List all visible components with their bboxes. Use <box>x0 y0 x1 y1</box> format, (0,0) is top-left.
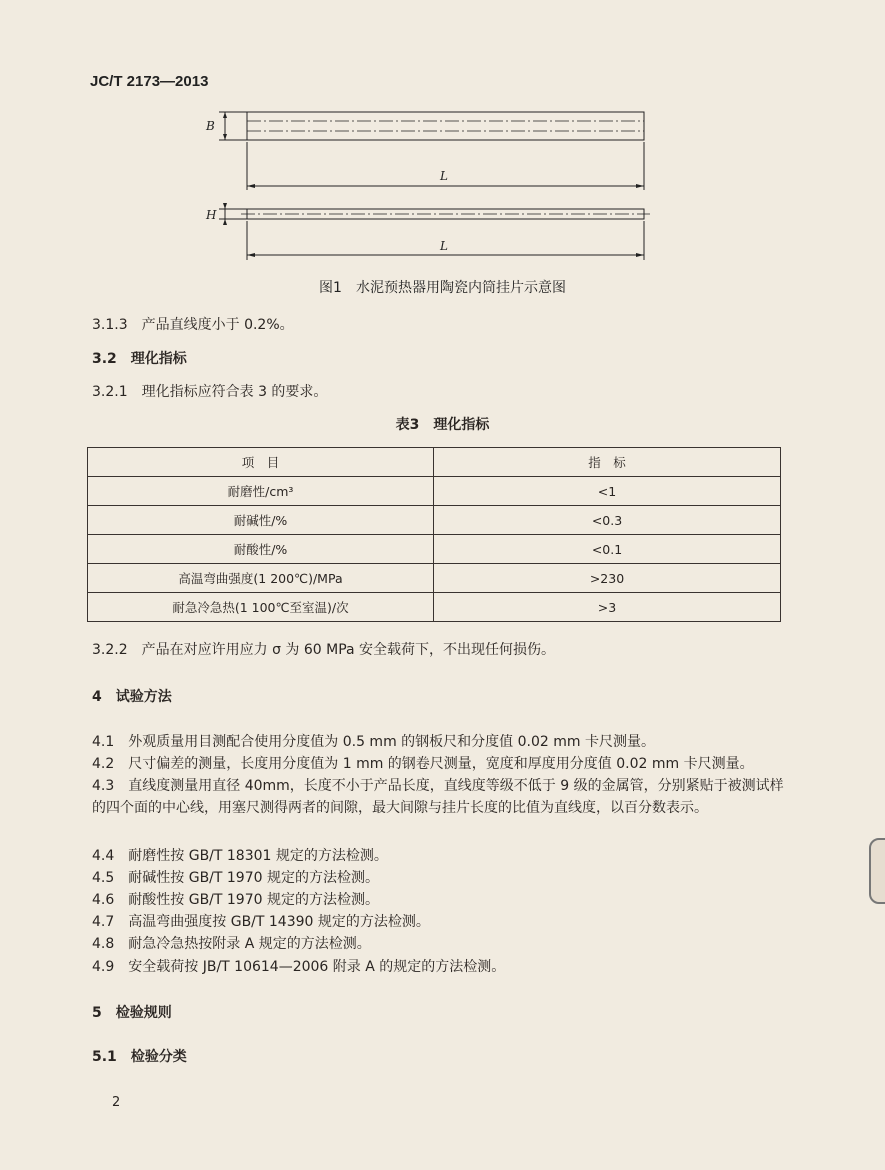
clause-3-2-1: 3.2.1 理化指标应符合表 3 的要求。 <box>92 384 328 400</box>
clause-3-1-3: 3.1.3 产品直线度小于 0.2%。 <box>92 317 294 333</box>
heading-4: 4 试验方法 <box>92 689 172 705</box>
clause-4-6: 4.6 耐酸性按 GB/T 1970 规定的方法检测。 <box>92 892 379 908</box>
table-cell: 耐酸性/% <box>88 535 434 564</box>
table-cell: <0.1 <box>434 535 781 564</box>
clause-4-9: 4.9 安全载荷按 JB/T 10614—2006 附录 A 的规定的方法检测。 <box>92 959 506 975</box>
figure-1-diagram <box>195 100 665 270</box>
table-header-item: 项 目 <box>88 448 434 477</box>
table-cell: <0.3 <box>434 506 781 535</box>
figure-label-l: L <box>440 169 448 183</box>
table-row <box>88 593 781 622</box>
figure-label-b: B <box>206 119 215 133</box>
table-caption: 表3 理化指标 <box>395 417 490 433</box>
heading-5: 5 检验规则 <box>92 1005 172 1021</box>
table-cell: 高温弯曲强度(1 200℃)/MPa <box>88 564 434 593</box>
binding-hole <box>869 838 885 904</box>
clause-4-1: 4.1 外观质量用目测配合使用分度值为 0.5 mm 的钢板尺和分度值 0.02 mm 卡尺测量。 <box>92 734 655 750</box>
clause-4-8: 4.8 耐急冷急热按附录 A 规定的方法检测。 <box>92 936 371 952</box>
table-cell: 耐磨性/cm³ <box>88 477 434 506</box>
heading-5-1: 5.1 检验分类 <box>92 1049 187 1065</box>
figure-caption: 图1 水泥预热器用陶瓷内筒挂片示意图 <box>319 280 566 296</box>
figure-label-l-bottom: L <box>440 239 448 253</box>
table-row <box>88 535 781 564</box>
table-cell: 耐碱性/% <box>88 506 434 535</box>
table-cell: <1 <box>434 477 781 506</box>
clause-3-2-2: 3.2.2 产品在对应许用应力 σ 为 60 MPa 安全载荷下，不出现任何损伤。 <box>92 642 556 658</box>
standard-number-header: JC/T 2173—2013 <box>90 73 209 90</box>
table-row <box>88 477 781 506</box>
clause-4-4: 4.4 耐磨性按 GB/T 18301 规定的方法检测。 <box>92 848 388 864</box>
page-number: 2 <box>112 1095 121 1110</box>
table-header-row <box>88 448 781 477</box>
heading-3-2: 3.2 理化指标 <box>92 351 187 367</box>
table-row <box>88 564 781 593</box>
table-cell: >3 <box>434 593 781 622</box>
figure-label-h: H <box>206 208 217 222</box>
clause-4-2: 4.2 尺寸偏差的测量，长度用分度值为 1 mm 的钢卷尺测量，宽度和厚度用分度值 0.02 mm 卡尺测量。 <box>92 756 754 772</box>
clause-4-3: 4.3 直线度测量用直径 40mm，长度不小于产品长度，直线度等级不低于 9 级的金属管，分别紧贴于被测试样的四个面的中心线，用塞尺测得两者的间隙，最大间隙与挂片长度的比值为直线度，以百分数表示。 <box>92 778 784 816</box>
table-cell: >230 <box>434 564 781 593</box>
clause-4-7: 4.7 高温弯曲强度按 GB/T 14390 规定的方法检测。 <box>92 914 430 930</box>
table-cell: 耐急冷急热(1 100℃至室温)/次 <box>88 593 434 622</box>
table-header-index: 指 标 <box>434 448 781 477</box>
table-3-physchem <box>87 447 781 622</box>
clause-4-5: 4.5 耐碱性按 GB/T 1970 规定的方法检测。 <box>92 870 379 886</box>
table-row <box>88 506 781 535</box>
